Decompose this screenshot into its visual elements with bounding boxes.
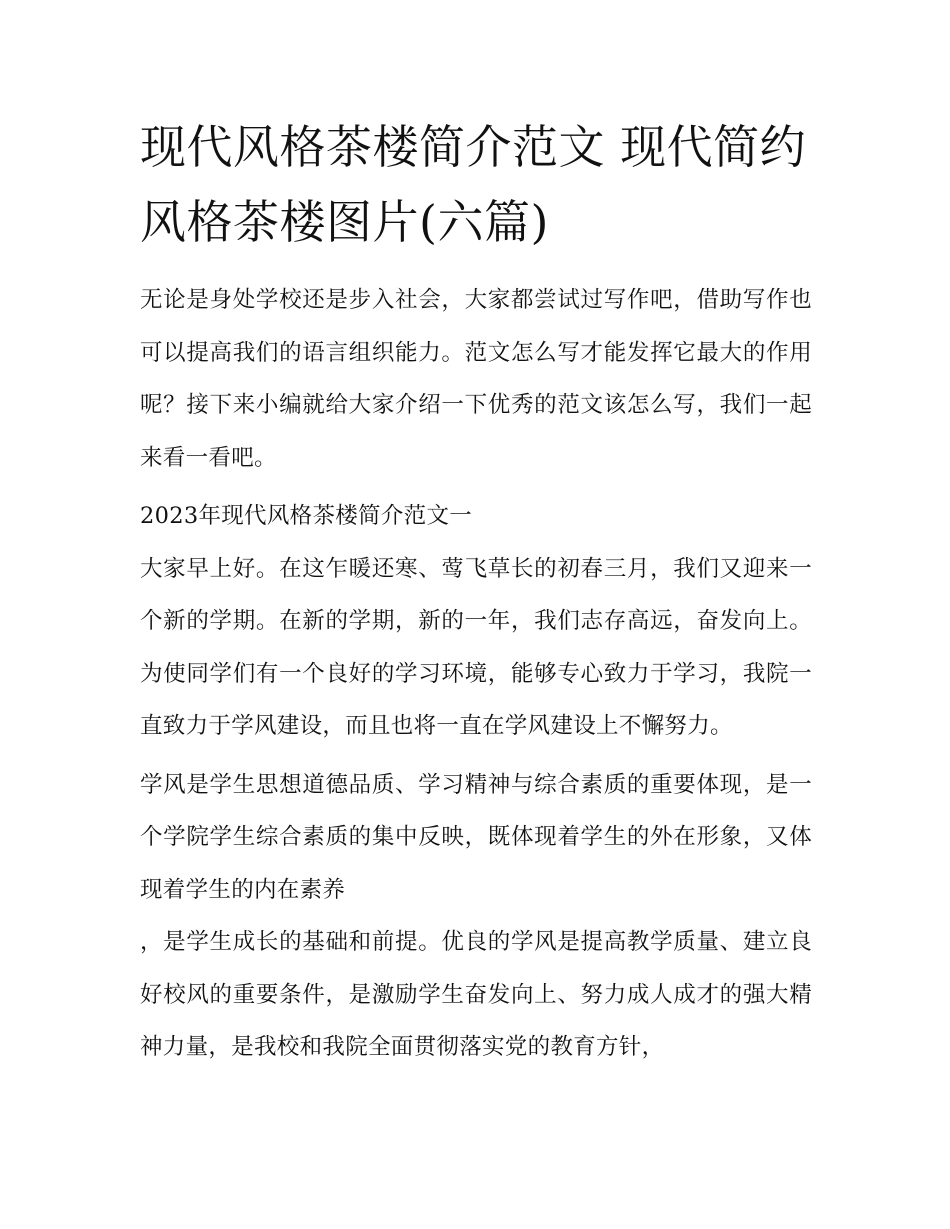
- intro-paragraph: 无论是身处学校还是步入社会，大家都尝试过写作吧，借助写作也可以提高我们的语言组织能力。范文怎么写才能发挥它最大的作用呢？接下来小编就给大家介绍一下优秀的范文该怎么写，我们一起来看一看吧。: [140, 287, 812, 471]
- body-paragraph-2: 学风是学生思想道德品质、学习精神与综合素质的重要体现，是一个学院学生综合素质的集中反映，既体现着学生的外在形象，又体现着学生的内在素养: [140, 771, 812, 903]
- body-paragraph-1: 大家早上好。在这乍暖还寒、莺飞草长的初春三月，我们又迎来一个新的学期。在新的学期，新的一年，我们志存高远，奋发向上。为使同学们有一个良好的学习环境，能够专心致力于学习，我院一直致力于学风建设，而且也将一直在学风建设上不懈努力。: [140, 555, 812, 739]
- body-paragraph-3: ，是学生成长的基础和前提。优良的学风是提高教学质量、建立良好校风的重要条件，是激励学生奋发向上、努力成人成才的强大精神力量，是我校和我院全面贯彻落实党的教育方针，: [140, 929, 812, 1060]
- document-content: [140, 110, 812, 1080]
- section-heading: 2023年现代风格茶楼简介范文一: [140, 503, 473, 529]
- document-title: 现代风格茶楼简介范文 现代简约风格茶楼图片(六篇): [140, 120, 807, 249]
